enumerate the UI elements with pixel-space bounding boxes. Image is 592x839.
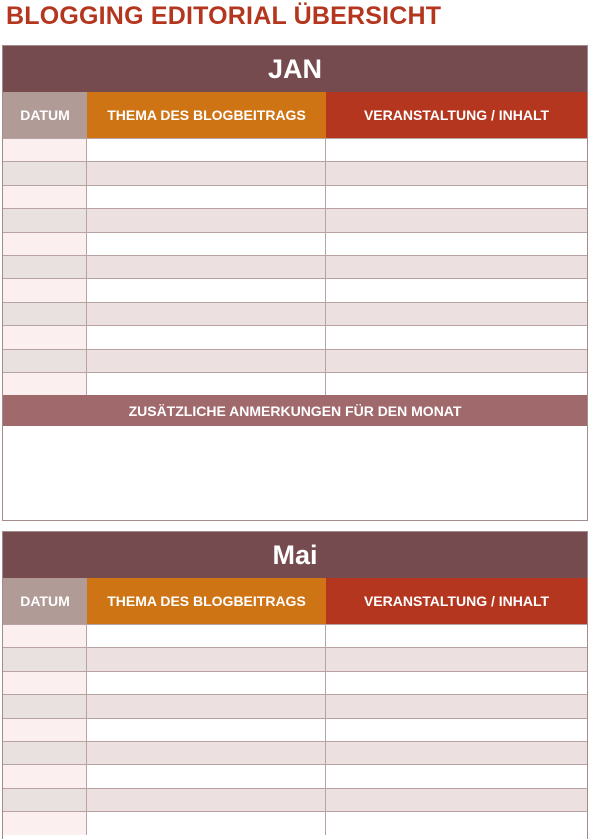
- notes-field[interactable]: [3, 426, 587, 520]
- datum-cell[interactable]: [3, 695, 87, 717]
- veranstaltung-cell[interactable]: [326, 256, 587, 278]
- month-header: Mai: [3, 532, 587, 578]
- datum-cell[interactable]: [3, 719, 87, 741]
- veranstaltung-cell[interactable]: [326, 303, 587, 325]
- thema-cell[interactable]: [87, 279, 326, 301]
- table-row: [3, 302, 587, 325]
- datum-cell[interactable]: [3, 256, 87, 278]
- table-row: [3, 325, 587, 348]
- column-header-thema: THEMA DES BLOGBEITRAGS: [87, 578, 326, 624]
- table-row: [3, 624, 587, 647]
- datum-cell[interactable]: [3, 373, 87, 395]
- table-row: [3, 671, 587, 694]
- thema-cell[interactable]: [87, 765, 326, 787]
- thema-cell[interactable]: [87, 303, 326, 325]
- veranstaltung-cell[interactable]: [326, 625, 587, 647]
- datum-cell[interactable]: [3, 279, 87, 301]
- datum-cell[interactable]: [3, 233, 87, 255]
- column-header-veranstaltung: VERANSTALTUNG / INHALT: [326, 92, 587, 138]
- veranstaltung-cell[interactable]: [326, 350, 587, 372]
- datum-cell[interactable]: [3, 162, 87, 184]
- page-title: BLOGGING EDITORIAL ÜBERSICHT: [6, 2, 442, 30]
- thema-cell[interactable]: [87, 648, 326, 670]
- thema-cell[interactable]: [87, 162, 326, 184]
- datum-cell[interactable]: [3, 789, 87, 811]
- veranstaltung-cell[interactable]: [326, 233, 587, 255]
- column-header-veranstaltung: VERANSTALTUNG / INHALT: [326, 578, 587, 624]
- veranstaltung-cell[interactable]: [326, 695, 587, 717]
- thema-cell[interactable]: [87, 233, 326, 255]
- veranstaltung-cell[interactable]: [326, 719, 587, 741]
- thema-cell[interactable]: [87, 742, 326, 764]
- table-body: [3, 138, 587, 395]
- table-row: [3, 138, 587, 161]
- table-row: [3, 349, 587, 372]
- thema-cell[interactable]: [87, 373, 326, 395]
- datum-cell[interactable]: [3, 648, 87, 670]
- thema-cell[interactable]: [87, 672, 326, 694]
- table-row: [3, 764, 587, 787]
- datum-cell[interactable]: [3, 812, 87, 834]
- table-row: [3, 255, 587, 278]
- table-row: [3, 811, 587, 834]
- thema-cell[interactable]: [87, 186, 326, 208]
- thema-cell[interactable]: [87, 209, 326, 231]
- thema-cell[interactable]: [87, 625, 326, 647]
- veranstaltung-cell[interactable]: [326, 326, 587, 348]
- thema-cell[interactable]: [87, 256, 326, 278]
- table-row: [3, 647, 587, 670]
- veranstaltung-cell[interactable]: [326, 279, 587, 301]
- veranstaltung-cell[interactable]: [326, 812, 587, 834]
- datum-cell[interactable]: [3, 139, 87, 161]
- veranstaltung-cell[interactable]: [326, 789, 587, 811]
- veranstaltung-cell[interactable]: [326, 765, 587, 787]
- column-header-datum: DATUM: [3, 578, 87, 624]
- datum-cell[interactable]: [3, 672, 87, 694]
- veranstaltung-cell[interactable]: [326, 373, 587, 395]
- thema-cell[interactable]: [87, 695, 326, 717]
- column-header-thema: THEMA DES BLOGBEITRAGS: [87, 92, 326, 138]
- datum-cell[interactable]: [3, 326, 87, 348]
- month-block-jan: [2, 45, 588, 521]
- thema-cell[interactable]: [87, 139, 326, 161]
- month-header: JAN: [3, 46, 587, 92]
- veranstaltung-cell[interactable]: [326, 186, 587, 208]
- veranstaltung-cell[interactable]: [326, 162, 587, 184]
- month-block-mai: [2, 531, 588, 839]
- datum-cell[interactable]: [3, 303, 87, 325]
- datum-cell[interactable]: [3, 742, 87, 764]
- datum-cell[interactable]: [3, 625, 87, 647]
- table-row: [3, 208, 587, 231]
- thema-cell[interactable]: [87, 326, 326, 348]
- table-row: [3, 161, 587, 184]
- table-row: [3, 788, 587, 811]
- column-header-datum: DATUM: [3, 92, 87, 138]
- veranstaltung-cell[interactable]: [326, 139, 587, 161]
- veranstaltung-cell[interactable]: [326, 209, 587, 231]
- table-body: [3, 624, 587, 835]
- table-row: [3, 741, 587, 764]
- table-row: [3, 278, 587, 301]
- thema-cell[interactable]: [87, 719, 326, 741]
- thema-cell[interactable]: [87, 812, 326, 834]
- datum-cell[interactable]: [3, 186, 87, 208]
- veranstaltung-cell[interactable]: [326, 742, 587, 764]
- table-row: [3, 185, 587, 208]
- datum-cell[interactable]: [3, 209, 87, 231]
- table-row: [3, 372, 587, 395]
- column-header-row: [3, 578, 587, 624]
- thema-cell[interactable]: [87, 350, 326, 372]
- veranstaltung-cell[interactable]: [326, 648, 587, 670]
- datum-cell[interactable]: [3, 765, 87, 787]
- thema-cell[interactable]: [87, 789, 326, 811]
- table-row: [3, 232, 587, 255]
- datum-cell[interactable]: [3, 350, 87, 372]
- veranstaltung-cell[interactable]: [326, 672, 587, 694]
- notes-header: ZUSÄTZLICHE ANMERKUNGEN FÜR DEN MONAT: [3, 395, 587, 426]
- table-row: [3, 694, 587, 717]
- column-header-row: [3, 92, 587, 138]
- table-row: [3, 718, 587, 741]
